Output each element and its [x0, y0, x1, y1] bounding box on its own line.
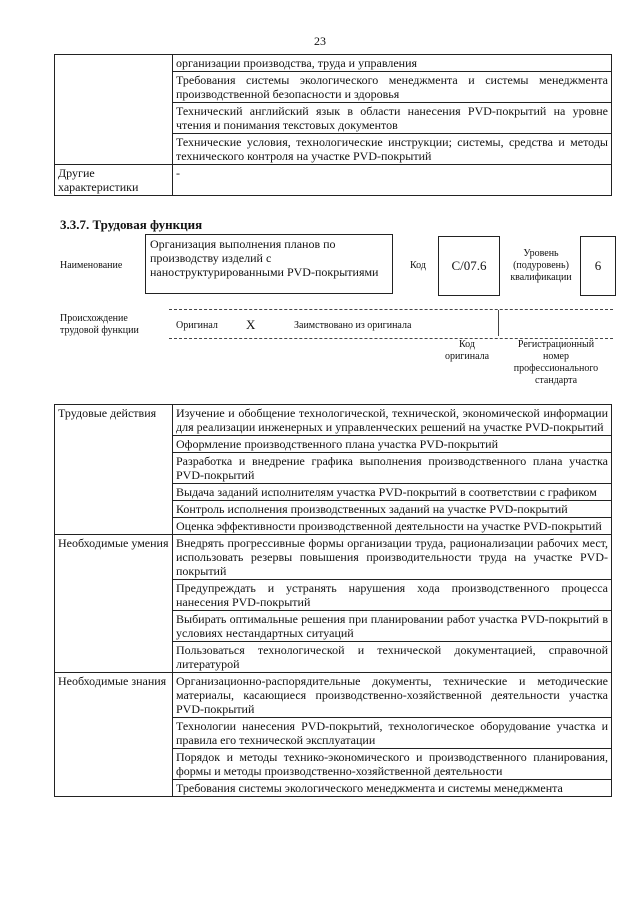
table-cell: Разработка и внедрение графика выполнения производственного плана участка PVD-покрытий — [173, 453, 612, 484]
table-cell: Технический английский язык в области нанесения PVD-покрытий на уровне чтения и понимания текстовых документов — [173, 103, 612, 134]
group-label: Трудовые действия — [55, 405, 173, 535]
table-row — [55, 55, 612, 72]
table-cell: Пользоваться технологической и технической документацией, справочной литературой — [173, 642, 612, 673]
table-row — [55, 165, 612, 196]
page-number: 23 — [314, 34, 326, 48]
table-row — [55, 535, 612, 580]
table-cell: Требования системы экологического менеджмента и системы менеджмента производственной безопасности и здоровья — [173, 72, 612, 103]
row-label — [55, 55, 173, 165]
code-caption: Код оригинала — [444, 339, 490, 362]
table-cell: Выдача заданий исполнителям участка PVD-покрытий в соответствии с графиком — [173, 484, 612, 501]
table-cell: Организационно-распорядительные документы, технические и методические материалы, касающиеся производственно-хозяйственной деятельности участка PVD-покрытий — [173, 673, 612, 718]
table-cell: Выбирать оптимальные решения при планировании работ участка PVD-покрытий в условиях нестандартных ситуаций — [173, 611, 612, 642]
table-cell: Предупреждать и устранять нарушения хода производственного процесса нанесения PVD-покрытий — [173, 580, 612, 611]
divider — [498, 310, 499, 336]
table-cell: - — [173, 165, 612, 196]
table-cell: Технологии нанесения PVD-покрытий, технологическое оборудование участка и правила его технической эксплуатации — [173, 718, 612, 749]
group-label: Необходимые умения — [55, 535, 173, 673]
table-cell: организации производства, труда и управления — [173, 55, 612, 72]
function-code: C/07.6 — [438, 236, 500, 296]
name-label: Наименование — [60, 260, 123, 271]
qualification-level: 6 — [580, 236, 616, 296]
section-title: 3.3.7. Трудовая функция — [60, 217, 203, 232]
table-cell: Технические условия, технологические инструкции; системы, средства и методы технического контроля на участке PVD-покрытий — [173, 134, 612, 165]
original-mark: X — [246, 317, 256, 332]
table-cell: Контроль исполнения производственных заданий на участке PVD-покрытий — [173, 501, 612, 518]
function-name: Организация выполнения планов по производству изделий с наноструктурированными PVD-покрытиями — [145, 234, 393, 294]
table-cell: Внедрять прогрессивные формы организации труда, рационализации рабочих мест, использовать резервы повышения производительности труда на участке PVD-покрытий — [173, 535, 612, 580]
level-label: Уровень (подуровень) квалификации — [510, 248, 572, 283]
origin-label: Происхождение трудовой функции — [60, 313, 139, 336]
table-cell: Требования системы экологического менеджмента и системы менеджмента — [173, 780, 612, 797]
function-table — [54, 404, 612, 797]
code-label: Код — [410, 260, 426, 271]
table-cell: Оценка эффективности производственной деятельности на участке PVD-покрытий — [173, 518, 612, 535]
row-label: Другие характеристики — [55, 165, 173, 196]
reg-caption: Регистрационный номер профессионального стандарта — [513, 339, 599, 386]
original-label: Оригинал — [176, 320, 218, 331]
continuation-table — [54, 54, 612, 196]
group-label: Необходимые знания — [55, 673, 173, 797]
table-cell: Оформление производственного плана участка PVD-покрытий — [173, 436, 612, 453]
borrowed-label: Заимствовано из оригинала — [294, 320, 412, 331]
table-row — [55, 405, 612, 436]
table-cell: Порядок и методы технико-экономического и производственного планирования, формы и методы производственно-хозяйственной деятельности — [173, 749, 612, 780]
table-row — [55, 673, 612, 718]
table-cell: Изучение и обобщение технологической, технической, экономической информации для реализации инженерных и управленческих решений на участке PVD-покрытий — [173, 405, 612, 436]
